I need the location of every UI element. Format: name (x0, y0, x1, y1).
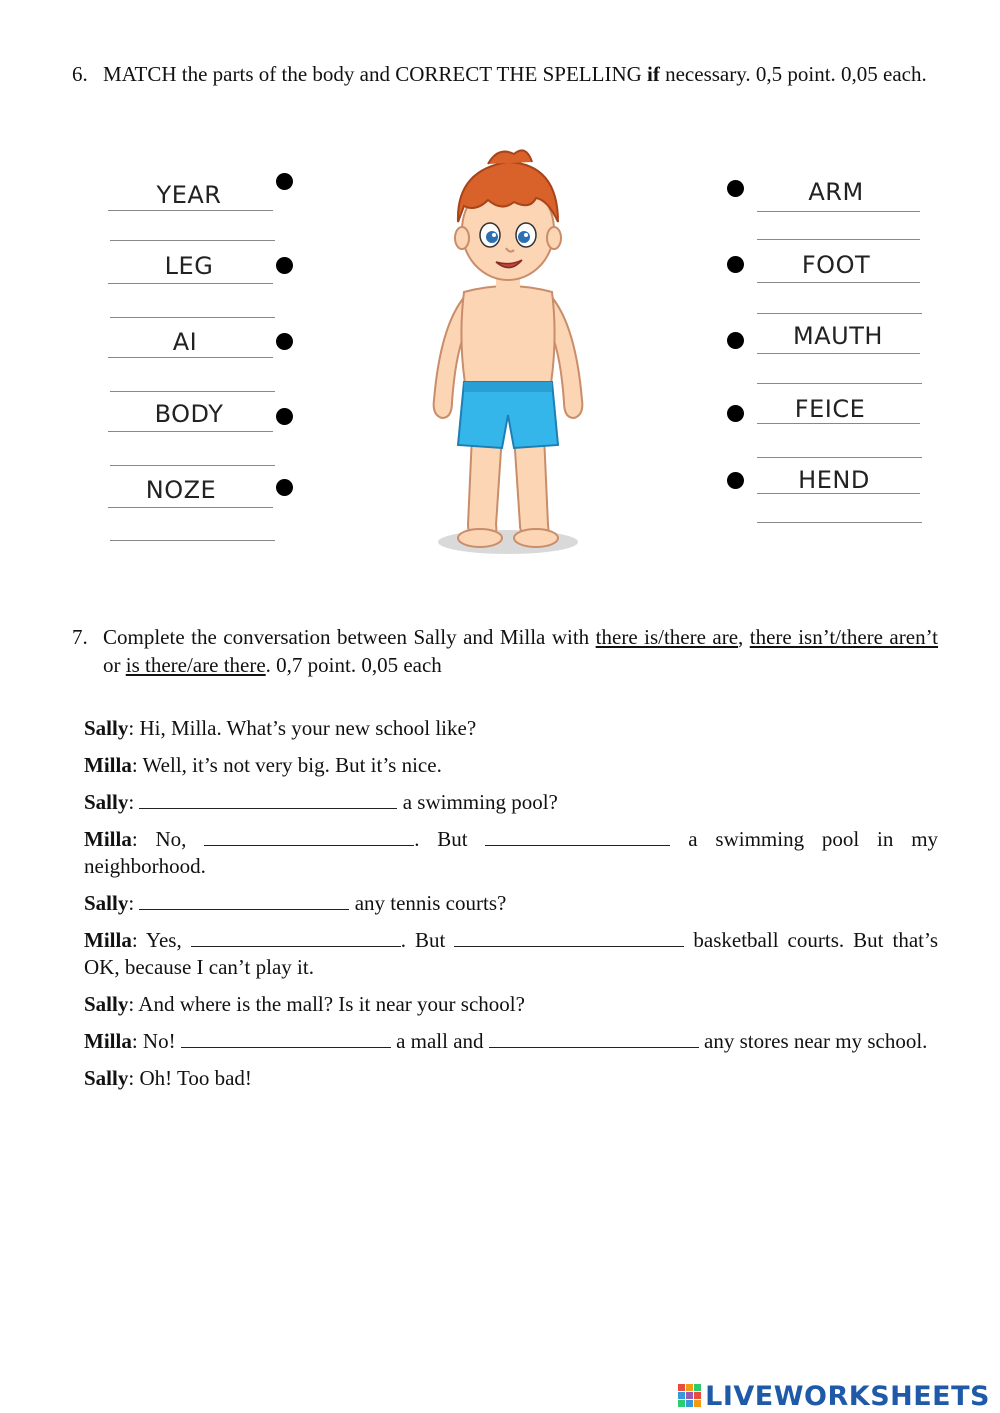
boy-shorts-waistband (464, 382, 552, 392)
q7-text-a: Complete the conversation between Sally and Milla with (103, 625, 596, 649)
liveworksheets-logo-icon (678, 1384, 702, 1408)
dialog-text: a swimming pool? (397, 790, 558, 814)
q7-option-3: is there/are there (125, 653, 266, 677)
boy-illustration (418, 140, 598, 560)
dialog-text: : And where is the mall? Is it near your school? (128, 992, 525, 1016)
speaker-name: Sally (84, 1066, 129, 1090)
q7-option-2: there isn’t/there aren’t (749, 625, 939, 649)
answer-blank-5[interactable] (191, 928, 401, 947)
dialog-text: : Yes, (131, 928, 191, 952)
question-6 (72, 60, 938, 88)
right-word-3-underline (757, 353, 920, 354)
right-word-5: HEND (798, 466, 870, 494)
boy-hair-tuft (488, 150, 532, 164)
left-word-4-underline (108, 431, 273, 432)
right-word-2: FOOT (801, 251, 871, 279)
dialog-text: : No, (131, 827, 205, 851)
boy-left-foot (458, 529, 502, 547)
dialog-line-2 (84, 752, 938, 779)
q7-sep-2: or (103, 653, 126, 677)
boy-left-ear (455, 227, 469, 249)
liveworksheets-logo-text: LIVEWORKSHEETS (705, 1380, 990, 1412)
right-word-1: ARM (808, 178, 864, 206)
left-word-4: BODY (154, 400, 224, 428)
speaker-name: Sally (84, 790, 129, 814)
left-match-dot-3[interactable] (276, 333, 293, 350)
speaker-name: Sally (84, 992, 129, 1016)
dialog-text: : No! (131, 1029, 181, 1053)
question-7-instruction (103, 623, 938, 679)
question-6-number: 6. (72, 62, 88, 86)
boy-torso (461, 286, 554, 390)
boy-left-eye-shine (492, 233, 496, 237)
right-word-4: FEICE (794, 395, 866, 423)
answer-blank-3[interactable] (485, 827, 670, 846)
q7-text-b: . 0,7 point. 0,05 each (265, 653, 442, 677)
q6-text-a: MATCH the parts of the body and CORRECT THE SPELLING (103, 62, 648, 86)
speaker-name: Milla (84, 1029, 132, 1053)
boy-right-eye-shine (524, 233, 528, 237)
q6-text-b: necessary. 0,5 point. 0,05 each. (659, 62, 927, 86)
right-match-dot-4[interactable] (727, 405, 744, 422)
boy-right-foot (514, 529, 558, 547)
right-answer-line-1[interactable] (757, 239, 920, 240)
q7-option-1: there is/there are (595, 625, 739, 649)
answer-blank-4[interactable] (139, 891, 349, 910)
question-6-instruction (103, 60, 938, 88)
left-match-dot-1[interactable] (276, 173, 293, 190)
answer-blank-1[interactable] (139, 790, 397, 809)
dialog-line-8 (84, 1028, 938, 1055)
right-answer-line-5[interactable] (757, 522, 922, 523)
dialog-text: any stores near my school. (698, 1029, 928, 1053)
dialog-text: : Well, it’s not very big. But it’s nice. (131, 753, 442, 777)
dialog-line-4 (84, 826, 938, 880)
right-answer-line-3[interactable] (757, 383, 922, 384)
answer-blank-8[interactable] (489, 1029, 699, 1048)
dialog-text: basketball courts. But that’s OK, because I can’t play it. (84, 928, 938, 979)
q6-text-bold: if (647, 62, 660, 86)
left-answer-line-4[interactable] (110, 465, 275, 466)
answer-blank-2[interactable] (204, 827, 414, 846)
left-word-2: LEG (164, 252, 214, 280)
boy-left-leg (468, 435, 502, 535)
boy-right-leg (514, 435, 548, 535)
question-7-number: 7. (72, 625, 88, 649)
boy-right-ear (547, 227, 561, 249)
speaker-name: Milla (84, 827, 132, 851)
dialog-text: : Hi, Milla. What’s your new school like? (128, 716, 477, 740)
dialog-line-1 (84, 715, 938, 742)
left-word-2-underline (108, 283, 273, 284)
dialog-text: any tennis courts? (349, 891, 507, 915)
left-word-1: YEAR (156, 181, 222, 209)
answer-blank-7[interactable] (181, 1029, 391, 1048)
question-7 (72, 623, 938, 679)
left-answer-line-3[interactable] (110, 391, 275, 392)
dialog-line-6 (84, 927, 938, 981)
right-word-4-underline (757, 423, 920, 424)
left-match-dot-2[interactable] (276, 257, 293, 274)
right-answer-line-2[interactable] (757, 313, 922, 314)
conversation (84, 715, 938, 1102)
dialog-text: a mall and (390, 1029, 489, 1053)
right-word-1-underline (757, 211, 920, 212)
speaker-name: Milla (84, 928, 132, 952)
left-word-1-underline (108, 210, 273, 211)
dialog-text: . But (414, 827, 486, 851)
q7-sep-1: , (738, 625, 750, 649)
left-answer-line-2[interactable] (110, 317, 275, 318)
left-word-3: AI (172, 328, 198, 356)
dialog-text: : (128, 891, 140, 915)
right-word-5-underline (757, 493, 920, 494)
dialog-text: : (128, 790, 140, 814)
left-match-dot-5[interactable] (276, 479, 293, 496)
left-word-3-underline (108, 357, 273, 358)
dialog-line-9 (84, 1065, 938, 1092)
left-match-dot-4[interactable] (276, 408, 293, 425)
left-word-5: NOZE (145, 476, 217, 504)
right-word-3: MAUTH (793, 322, 883, 350)
dialog-line-7 (84, 991, 938, 1018)
left-word-5-underline (108, 507, 273, 508)
answer-blank-6[interactable] (454, 928, 684, 947)
left-answer-line-1[interactable] (110, 240, 275, 241)
right-word-2-underline (757, 282, 920, 283)
dialog-line-3 (84, 789, 938, 816)
dialog-text: : Oh! Too bad! (128, 1066, 252, 1090)
right-match-dot-2[interactable] (727, 256, 744, 273)
right-match-dot-3[interactable] (727, 332, 744, 349)
boy-left-pupil (486, 231, 498, 243)
dialog-text: a swimming pool in my neighborhood. (84, 827, 939, 878)
right-answer-line-4[interactable] (757, 457, 922, 458)
liveworksheets-logo (678, 1381, 990, 1411)
speaker-name: Sally (84, 716, 129, 740)
speaker-name: Sally (84, 891, 129, 915)
left-answer-line-5[interactable] (110, 540, 275, 541)
speaker-name: Milla (84, 753, 132, 777)
right-match-dot-1[interactable] (727, 180, 744, 197)
boy-right-pupil (518, 231, 530, 243)
dialog-text: . But (400, 928, 455, 952)
right-match-dot-5[interactable] (727, 472, 744, 489)
dialog-line-5 (84, 890, 938, 917)
